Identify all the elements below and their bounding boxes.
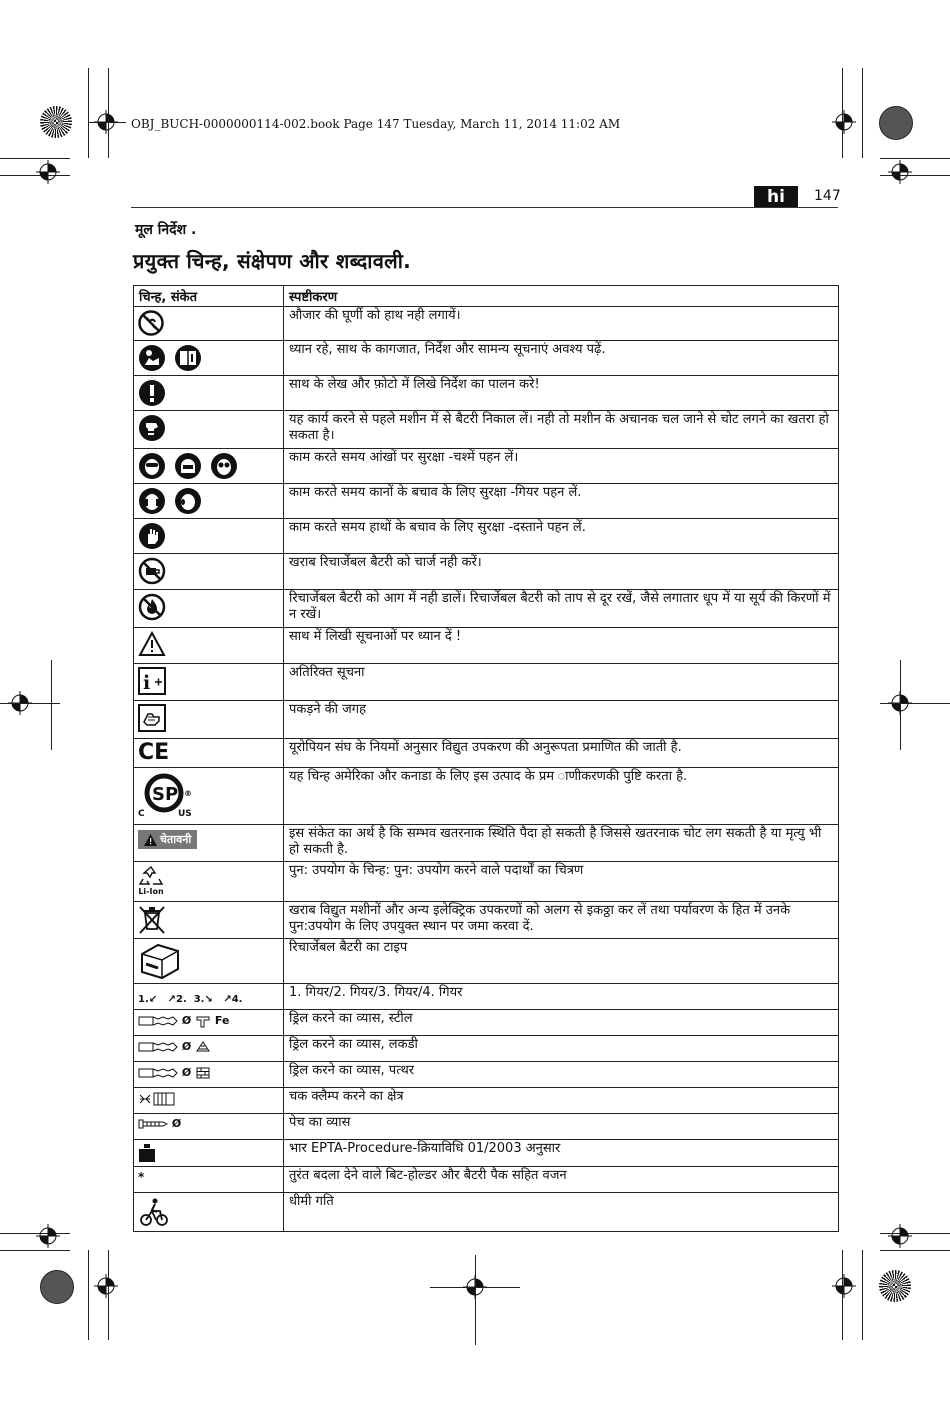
crossed-bin-icon: [138, 905, 166, 935]
liion-label: Li-Ion: [138, 887, 164, 896]
row-description: औजार की घूर्णी को हाथ नही लगायें।: [284, 307, 839, 341]
header-rule: [131, 207, 838, 208]
warning-badge-label: चेतावनी: [160, 833, 192, 846]
face-shield-icon: [138, 452, 166, 480]
column-header-symbol: चिन्ह, संकेत: [134, 286, 284, 307]
color-dial-top-left: [40, 106, 72, 138]
drill-stone-icon: Ø: [138, 1065, 211, 1081]
row-description: काम करते समय हाथों के बचाव के लिए सुरक्षा -दस्ताने पहन लें.: [284, 519, 839, 554]
table-row: [134, 1036, 839, 1062]
row-description: काम करते समय कानों के बचाव के लिए सुरक्षा -गियर पहन लें.: [284, 484, 839, 519]
no-touch-rotating-icon: [138, 310, 164, 336]
color-dial-top-right: [879, 106, 913, 140]
table-row: [134, 307, 839, 341]
row-description: अतिरिक्त सूचना: [284, 664, 839, 701]
row-description: चक क्लैम्प करने का क्षेत्र: [284, 1088, 839, 1114]
table-row: [134, 939, 839, 984]
screw-diameter-icon: Ø: [138, 1117, 181, 1130]
chuck-range-icon: [138, 1091, 178, 1107]
table-row: [134, 1167, 839, 1193]
weight-icon: [138, 1143, 156, 1163]
read-manual-icon: [138, 344, 166, 372]
drill-wood-icon: Ø: [138, 1039, 211, 1055]
row-description: यह कार्य करने से पहले मशीन में से बैटरी निकाल लें। नही तो मशीन के अचानक चल जाने से चोट लगने का खतरा हो सकता है।: [284, 411, 839, 449]
row-description: रिचार्जेबल बैटरी का टाइप: [284, 939, 839, 984]
color-dial-bottom-left: [40, 1270, 74, 1304]
table-row: [134, 376, 839, 411]
table-row: [134, 1140, 839, 1167]
table-row: [134, 768, 839, 825]
registration-mark-bottom-right: [832, 1274, 856, 1298]
registration-mark-bottom-left: [94, 1274, 118, 1298]
csa-registered-mark: ®: [184, 789, 192, 798]
row-description: रिचार्जेबल बैटरी को आग में नही डालें। रिचार्जेबल बैटरी को ताप से दूर रखें, जैसे लगातार धूप में या सूर्य की किरणों में न रखें।: [284, 590, 839, 628]
row-description: इस संकेत का अर्थ है कि सम्भव खतरनाक स्थिति पैदा हो सकती है जिससे खतरनाक चोट लग सकती है या मृत्यु भी हो सकती है.: [284, 825, 839, 862]
row-description: ड्रिल करने का व्यास, पत्थर: [284, 1062, 839, 1088]
grip-area-icon: [138, 704, 166, 732]
csa-mark-icon: [138, 771, 198, 821]
registration-mark-left-lower: [36, 1224, 60, 1248]
table-row: [134, 984, 839, 1010]
row-description: ड्रिल करने का व्यास, स्टील: [284, 1010, 839, 1036]
registration-mark-top-left: [94, 110, 118, 134]
table-row: [134, 739, 839, 768]
table-row: [134, 1114, 839, 1140]
recycle-liion-icon: [138, 865, 164, 896]
remove-battery-icon: [138, 414, 166, 442]
csa-us-label: US: [178, 809, 192, 819]
column-header-explanation: स्पष्टीकरण: [284, 286, 839, 307]
table-row: [134, 628, 839, 664]
language-tab: hi: [754, 186, 798, 208]
goggles-icon: [210, 452, 238, 480]
ear-protection-icon: [174, 487, 202, 515]
slow-speed-icon: [138, 1196, 170, 1228]
document-subtitle: मूल निर्देश .: [135, 222, 197, 238]
row-description: यह चिन्ह अमेरिका और कनाडा के लिए इस उत्पाद के प्रम ाणीकरणकी पुष्टि करता है.: [284, 768, 839, 825]
glove-icon: [138, 522, 166, 550]
table-row: [134, 411, 839, 449]
table-row: [134, 519, 839, 554]
row-description: खराब रिचार्जेबल बैटरी को चार्ज नही करें।: [284, 554, 839, 590]
table-row: [134, 341, 839, 376]
registration-mark-left-upper: [36, 160, 60, 184]
row-description: काम करते समय आंखों पर सुरक्षा -चश्में पहन लें।: [284, 449, 839, 484]
row-description: भार EPTA-Procedure-क्रियाविधि 01/2003 अनुसार: [284, 1140, 839, 1167]
helmet-icon: [174, 452, 202, 480]
row-description: यूरोपियन संघ के नियमों अनुसार विद्युत उपकरण की अनुरूपता प्रमाणित की जाती है.: [284, 739, 839, 768]
table-header-row: [134, 286, 839, 307]
svg-text:SP: SP: [152, 784, 179, 805]
row-description: पेच का व्यास: [284, 1114, 839, 1140]
table-row: [134, 590, 839, 628]
page-title: प्रयुक्त चिन्ह, संक्षेपण और शब्दावली.: [133, 249, 412, 273]
row-description: धीमी गति: [284, 1193, 839, 1232]
gear-selector-icon: 1.↙ ↗2. 3.↘ ↗4.: [138, 994, 243, 1005]
table-row: [134, 554, 839, 590]
row-description: पुन: उपयोग के चिन्ह: पुन: उपयोग करने वाले पदार्थों का चित्रण: [284, 862, 839, 902]
no-charge-icon: [138, 557, 166, 585]
table-row: [134, 1088, 839, 1114]
symbols-table: [133, 285, 839, 1232]
no-fire-icon: [138, 593, 166, 621]
table-row: [134, 664, 839, 701]
warning-triangle-icon: [138, 631, 166, 657]
row-description: ड्रिल करने का व्यास, लकडी: [284, 1036, 839, 1062]
table-row: [134, 701, 839, 739]
table-row: [134, 449, 839, 484]
battery-pack-icon: [138, 942, 182, 980]
registration-mark-right-upper: [888, 160, 912, 184]
row-description: पकड़ने की जगह: [284, 701, 839, 739]
asterisk-icon: *: [138, 1170, 145, 1184]
table-row: [134, 825, 839, 862]
row-description: साथ में लिखी सूचनाओं पर ध्यान दें !: [284, 628, 839, 664]
row-description: ध्यान रहे, साथ के कागजात, निर्देश और सामन्य सूचनाएं अवश्य पढ़ें.: [284, 341, 839, 376]
table-row: [134, 1062, 839, 1088]
table-row: [134, 484, 839, 519]
manual-book-icon: [174, 344, 202, 372]
table-row: [134, 902, 839, 939]
registration-mark-right-lower: [888, 1224, 912, 1248]
table-row: [134, 1010, 839, 1036]
row-description: खराब विद्युत मशीनों और अन्य इलेक्ट्रिक उपकरणों को अलग से इकठ्ठा कर लें तथा पर्यावरण के हित में उनके पुन:उपयोग के लिए उपयुक्त स्थान पर जमा करवा दें.: [284, 902, 839, 939]
drill-steel-icon: Ø Fe: [138, 1013, 229, 1029]
table-row: [134, 1193, 839, 1232]
warning-badge-icon: [138, 830, 197, 849]
ear-muffs-icon: [138, 487, 166, 515]
ce-mark-icon: CE: [138, 740, 170, 765]
page-number: 147: [814, 188, 841, 204]
table-row: [134, 862, 839, 902]
exclamation-icon: [138, 379, 166, 407]
row-description: साथ के लेख और फ़ोटो में लिखे निर्देश का पालन करे!: [284, 376, 839, 411]
row-description: तुरंत बदला देने वाले बिट-होल्डर और बैटरी पैक सहित वजन: [284, 1167, 839, 1193]
csa-c-label: C: [138, 809, 145, 819]
svg-text:i: i: [143, 672, 151, 694]
color-dial-bottom-right: [879, 1270, 911, 1302]
book-slug: OBJ_BUCH-0000000114-002.book Page 147 Tuesday, March 11, 2014 11:02 AM: [131, 117, 621, 131]
registration-mark-top-right: [832, 110, 856, 134]
info-plus-icon: [138, 667, 166, 695]
row-description: 1. गियर/2. गियर/3. गियर/4. गियर: [284, 984, 839, 1010]
